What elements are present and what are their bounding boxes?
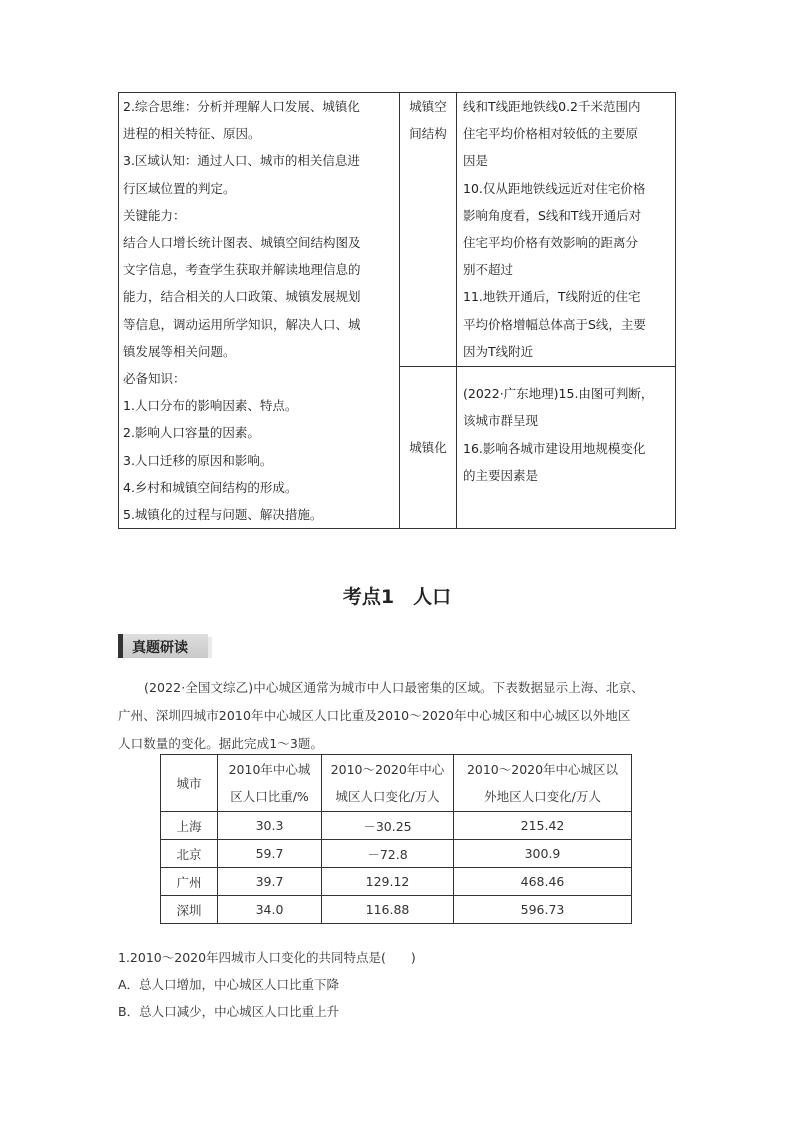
cell-value: 34.0 [218, 896, 322, 924]
text-line: 2.综合思维：分析并理解人口发展、城镇化 [123, 99, 360, 114]
text-line: 该城市群呈现 [463, 413, 539, 429]
cell-value: 30.3 [218, 812, 322, 840]
cell-value: 59.7 [218, 840, 322, 868]
cell-value: 215.42 [454, 812, 632, 840]
cell-value: －72.8 [322, 840, 454, 868]
question-intro [118, 674, 678, 758]
table-row [161, 896, 632, 924]
header-line: 2010～2020年中心城区以 [466, 762, 619, 777]
text-line: 4.乡村和城镇空间结构的形成。 [123, 479, 298, 495]
text-line: 16.影响各城市建设用地规模变化 [463, 440, 646, 456]
cell-value: 39.7 [218, 868, 322, 896]
header-line: 城区人口变化/万人 [335, 789, 440, 804]
header-line: 外地区人口变化/万人 [484, 789, 601, 804]
text-line: 文字信息，考查学生获取并解读地理信息的 [123, 262, 361, 278]
section-banner [118, 634, 208, 658]
text-line: 影响角度看，S线和T线开通后对 [463, 207, 642, 223]
content-cell-urbanization [457, 367, 676, 529]
population-data-table [160, 754, 632, 924]
cell-value: 596.73 [454, 896, 632, 924]
text-line: 行区域位置的判定。 [123, 180, 236, 196]
text-line: 因是 [463, 153, 489, 169]
answer-option-b: B．总人口减少，中心城区人口比重上升 [118, 1004, 340, 1019]
section-title: 考点1 人口 [342, 586, 452, 608]
header-line: 城市 [176, 775, 202, 791]
header-outer-change [454, 755, 632, 812]
banner-accent-bar [118, 634, 123, 658]
topic-line: 间结构 [409, 126, 447, 142]
cell-value: －30.25 [322, 812, 454, 840]
text-line: (2022·广东地理)15.由图可判断， [463, 386, 654, 402]
text-line: 别不超过 [463, 262, 514, 278]
cell-value: 468.46 [454, 868, 632, 896]
header-center-share [218, 755, 322, 812]
text-line: 镇发展等相关问题。 [123, 343, 236, 359]
cell-city: 上海 [161, 812, 218, 840]
text-line: 线和T线距地铁线0.2千米范围内 [463, 99, 641, 114]
topic-line: 城镇空 [409, 99, 447, 114]
text-line: 10.仅从距地铁线远近对住宅价格 [463, 180, 646, 196]
answer-option-a: A．总人口增加，中心城区人口比重下降 [118, 977, 340, 992]
header-line: 2010～2020年中心 [330, 762, 445, 777]
question-stem: 1.2010～2020年四城市人口变化的共同特点是( ) [118, 950, 416, 965]
cell-value: 129.12 [322, 868, 454, 896]
table-row [161, 868, 632, 896]
text-line: 3.区域认知：通过人口、城市的相关信息进 [123, 153, 360, 169]
text-line: 关键能力： [123, 207, 186, 223]
text-line: 住宅平均价格有效影响的距离分 [463, 235, 639, 251]
text-line: 的主要因素是 [463, 467, 539, 483]
banner-shadow [208, 637, 212, 658]
header-city [161, 755, 218, 812]
banner-label: 真题研读 [132, 640, 188, 656]
text-line: 1.人口分布的影响因素、特点。 [123, 398, 298, 414]
table-row [161, 840, 632, 868]
text-line: 因为T线附近 [463, 343, 534, 359]
competency-column [119, 93, 400, 529]
header-line: 区人口比重/% [230, 789, 309, 804]
topic-cell-urbanization [400, 367, 457, 529]
cell-city: 深圳 [161, 896, 218, 924]
question-block [118, 944, 416, 1025]
topic-line: 城镇化 [409, 440, 447, 456]
requirements-table [118, 92, 676, 529]
cell-city: 北京 [161, 840, 218, 868]
text-line: 3.人口迁移的原因和影响。 [123, 452, 273, 468]
intro-line: (2022·全国文综乙)中心城区通常为城市中人口最密集的区域。下表数据显示上海、北京、 [144, 680, 644, 695]
content-cell-urban-structure [457, 93, 676, 367]
cell-value: 300.9 [454, 840, 632, 868]
header-center-change [322, 755, 454, 812]
header-line: 2010年中心城 [228, 762, 311, 777]
text-line: 进程的相关特征、原因。 [123, 126, 261, 142]
text-line: 结合人口增长统计图表、城镇空间结构图及 [123, 235, 361, 251]
text-line: 等信息，调动运用所学知识，解决人口、城 [123, 316, 361, 332]
text-line: 必备知识： [123, 371, 186, 387]
intro-line: 广州、深圳四城市2010年中心城区人口比重及2010～2020年中心城区和中心城区以外地区 [118, 708, 631, 723]
text-line: 2.影响人口容量的因素。 [123, 425, 260, 441]
topic-cell-urban-structure [400, 93, 457, 367]
text-line: 5.城镇化的过程与问题、解决措施。 [123, 507, 323, 523]
table-header-row [161, 755, 632, 812]
cell-value: 116.88 [322, 896, 454, 924]
text-line: 11.地铁开通后，T线附近的住宅 [463, 289, 641, 305]
text-line: 平均价格增幅总体高于S线，主要 [463, 316, 646, 332]
table-row [161, 812, 632, 840]
text-line: 住宅平均价格相对较低的主要原 [463, 126, 639, 142]
text-line: 能力，结合相关的人口政策、城镇发展规划 [123, 289, 361, 305]
intro-line: 人口数量的变化。据此完成1～3题。 [118, 736, 324, 751]
cell-city: 广州 [161, 868, 218, 896]
